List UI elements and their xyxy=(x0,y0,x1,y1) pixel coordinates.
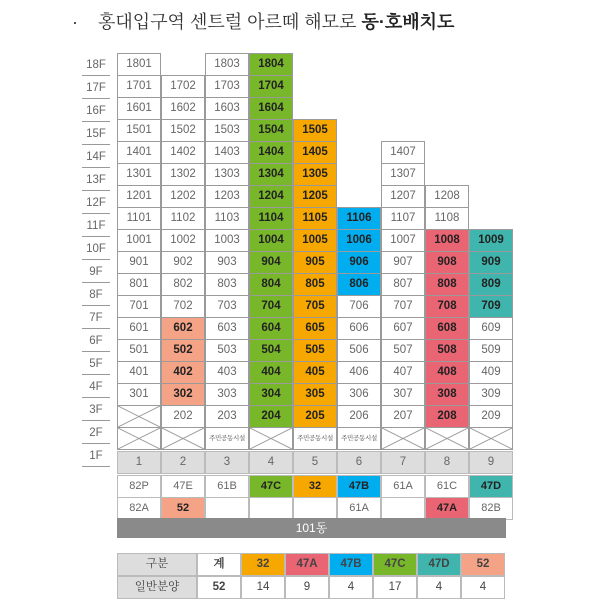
empty-cell xyxy=(117,405,161,428)
dong-label: 101동 xyxy=(117,518,506,538)
unit-cell: 703 xyxy=(205,295,249,318)
unit-type: 47D xyxy=(469,475,513,498)
unit-type: 82A xyxy=(117,497,161,520)
unit-cell: 1106 xyxy=(337,207,381,230)
unit-cell: 706 xyxy=(337,295,381,318)
unit-cell: 704 xyxy=(249,295,293,318)
cross-icon xyxy=(470,428,512,449)
unit-cell: 507 xyxy=(381,339,425,362)
unit-type: 61B xyxy=(205,475,249,498)
unit-cell: 707 xyxy=(381,295,425,318)
unit-cell: 1701 xyxy=(117,75,161,98)
floor-label: 17F xyxy=(82,77,110,99)
unit-cell: 1005 xyxy=(293,229,337,252)
unit-cell: 603 xyxy=(205,317,249,340)
unit-cell: 1503 xyxy=(205,119,249,142)
summary-header-cell: 47D xyxy=(417,553,461,576)
unit-cell: 1301 xyxy=(117,163,161,186)
summary-header-cell: 47C xyxy=(373,553,417,576)
floor-label: 13F xyxy=(82,169,110,191)
unit-type xyxy=(205,497,249,520)
unit-cell: 1108 xyxy=(425,207,469,230)
unit-cell: 803 xyxy=(205,273,249,296)
facility-cell: 주민공동시설 xyxy=(337,427,381,450)
unit-type: 47A xyxy=(425,497,469,520)
unit-cell: 1404 xyxy=(249,141,293,164)
unit-cell: 202 xyxy=(161,405,205,428)
unit-cell: 1604 xyxy=(249,97,293,120)
unit-cell: 602 xyxy=(161,317,205,340)
unit-cell: 1102 xyxy=(161,207,205,230)
cross-icon xyxy=(250,428,292,449)
unit-cell: 509 xyxy=(469,339,513,362)
unit-cell: 908 xyxy=(425,251,469,274)
floor-label: 3F xyxy=(82,399,110,421)
unit-cell: 503 xyxy=(205,339,249,362)
unit-cell: 1303 xyxy=(205,163,249,186)
unit-cell: 1204 xyxy=(249,185,293,208)
floor-label: 7F xyxy=(82,307,110,329)
unit-cell: 909 xyxy=(469,251,513,274)
unit-cell: 801 xyxy=(117,273,161,296)
cross-icon xyxy=(162,428,204,449)
unit-cell: 204 xyxy=(249,405,293,428)
unit-cell: 808 xyxy=(425,273,469,296)
unit-cell: 409 xyxy=(469,361,513,384)
unit-cell: 1006 xyxy=(337,229,381,252)
cross-icon xyxy=(118,428,160,449)
unit-cell: 805 xyxy=(293,273,337,296)
unit-cell: 1504 xyxy=(249,119,293,142)
unit-cell: 1703 xyxy=(205,75,249,98)
facility-cell: 주민공동시설 xyxy=(205,427,249,450)
unit-type: 47E xyxy=(161,475,205,498)
bullet: · xyxy=(72,12,78,32)
unit-cell: 905 xyxy=(293,251,337,274)
unit-cell: 1307 xyxy=(381,163,425,186)
unit-cell: 1407 xyxy=(381,141,425,164)
unit-cell: 1202 xyxy=(161,185,205,208)
unit-cell: 705 xyxy=(293,295,337,318)
summary-header-cell: 47B xyxy=(329,553,373,576)
summary-value-cell: 일반분양 xyxy=(117,576,197,599)
floor-label: 18F xyxy=(82,54,110,76)
unit-cell: 1304 xyxy=(249,163,293,186)
unit-cell: 1601 xyxy=(117,97,161,120)
unit-cell: 502 xyxy=(161,339,205,362)
summary-header-cell: 52 xyxy=(461,553,505,576)
unit-cell: 1302 xyxy=(161,163,205,186)
unit-cell: 307 xyxy=(381,383,425,406)
unit-cell: 806 xyxy=(337,273,381,296)
summary-value-cell: 14 xyxy=(241,576,285,599)
unit-cell: 1801 xyxy=(117,53,161,76)
column-number: 7 xyxy=(381,451,425,474)
unit-cell: 609 xyxy=(469,317,513,340)
unit-type: 82P xyxy=(117,475,161,498)
unit-cell: 807 xyxy=(381,273,425,296)
floor-label: 16F xyxy=(82,100,110,122)
unit-cell: 506 xyxy=(337,339,381,362)
floor-label: 4F xyxy=(82,376,110,398)
cross-icon xyxy=(118,406,160,427)
column-number: 6 xyxy=(337,451,381,474)
unit-cell: 904 xyxy=(249,251,293,274)
unit-cell: 407 xyxy=(381,361,425,384)
unit-cell: 1107 xyxy=(381,207,425,230)
unit-cell: 1402 xyxy=(161,141,205,164)
column-number: 5 xyxy=(293,451,337,474)
unit-cell: 608 xyxy=(425,317,469,340)
unit-type: 82B xyxy=(469,497,513,520)
unit-cell: 601 xyxy=(117,317,161,340)
unit-cell: 1208 xyxy=(425,185,469,208)
unit-type xyxy=(249,497,293,520)
unit-type: 47B xyxy=(337,475,381,498)
unit-cell: 804 xyxy=(249,273,293,296)
unit-cell: 403 xyxy=(205,361,249,384)
unit-cell: 508 xyxy=(425,339,469,362)
empty-cell xyxy=(249,427,293,450)
unit-type: 47C xyxy=(249,475,293,498)
unit-cell: 301 xyxy=(117,383,161,406)
unit-cell: 709 xyxy=(469,295,513,318)
unit-cell: 1001 xyxy=(117,229,161,252)
unit-cell: 903 xyxy=(205,251,249,274)
cross-icon xyxy=(382,428,424,449)
unit-cell: 1403 xyxy=(205,141,249,164)
unit-cell: 701 xyxy=(117,295,161,318)
unit-type xyxy=(381,497,425,520)
unit-cell: 408 xyxy=(425,361,469,384)
unit-cell: 1501 xyxy=(117,119,161,142)
unit-cell: 406 xyxy=(337,361,381,384)
unit-cell: 1602 xyxy=(161,97,205,120)
unit-cell: 308 xyxy=(425,383,469,406)
unit-type: 32 xyxy=(293,475,337,498)
unit-cell: 604 xyxy=(249,317,293,340)
summary-value-cell: 17 xyxy=(373,576,417,599)
unit-cell: 1505 xyxy=(293,119,337,142)
empty-cell xyxy=(381,427,425,450)
unit-cell: 1502 xyxy=(161,119,205,142)
unit-cell: 1105 xyxy=(293,207,337,230)
floor-label: 6F xyxy=(82,330,110,352)
empty-cell xyxy=(469,427,513,450)
unit-cell: 504 xyxy=(249,339,293,362)
unit-cell: 306 xyxy=(337,383,381,406)
unit-cell: 1008 xyxy=(425,229,469,252)
unit-cell: 1101 xyxy=(117,207,161,230)
cross-icon xyxy=(426,428,468,449)
title-prefix: 홍대입구역 센트럴 아르떼 해모로 xyxy=(98,12,357,32)
summary-header-cell: 구분 xyxy=(117,553,197,576)
unit-cell: 1007 xyxy=(381,229,425,252)
unit-cell: 207 xyxy=(381,405,425,428)
unit-cell: 708 xyxy=(425,295,469,318)
page-title xyxy=(72,8,454,34)
unit-cell: 607 xyxy=(381,317,425,340)
unit-cell: 303 xyxy=(205,383,249,406)
unit-cell: 1603 xyxy=(205,97,249,120)
floor-label: 2F xyxy=(82,422,110,444)
unit-cell: 1103 xyxy=(205,207,249,230)
unit-cell: 302 xyxy=(161,383,205,406)
empty-cell xyxy=(425,427,469,450)
title-bold: 동·호배치도 xyxy=(361,12,455,32)
floor-label: 12F xyxy=(82,192,110,214)
floor-label: 11F xyxy=(82,215,110,237)
unit-cell: 1002 xyxy=(161,229,205,252)
unit-type: 61A xyxy=(381,475,425,498)
unit-cell: 809 xyxy=(469,273,513,296)
summary-header-cell: 47A xyxy=(285,553,329,576)
unit-cell: 203 xyxy=(205,405,249,428)
unit-cell: 1004 xyxy=(249,229,293,252)
column-number: 4 xyxy=(249,451,293,474)
summary-value-cell: 4 xyxy=(329,576,373,599)
unit-cell: 208 xyxy=(425,405,469,428)
unit-cell: 1804 xyxy=(249,53,293,76)
column-number: 2 xyxy=(161,451,205,474)
unit-cell: 206 xyxy=(337,405,381,428)
unit-cell: 1201 xyxy=(117,185,161,208)
unit-cell: 1205 xyxy=(293,185,337,208)
unit-cell: 1104 xyxy=(249,207,293,230)
unit-cell: 906 xyxy=(337,251,381,274)
unit-cell: 402 xyxy=(161,361,205,384)
unit-type xyxy=(293,497,337,520)
floor-label: 9F xyxy=(82,261,110,283)
floor-label: 15F xyxy=(82,123,110,145)
unit-cell: 1401 xyxy=(117,141,161,164)
column-number: 1 xyxy=(117,451,161,474)
unit-type: 61C xyxy=(425,475,469,498)
unit-cell: 1203 xyxy=(205,185,249,208)
summary-header-cell: 32 xyxy=(241,553,285,576)
summary-value-cell: 4 xyxy=(417,576,461,599)
unit-cell: 1702 xyxy=(161,75,205,98)
unit-cell: 1009 xyxy=(469,229,513,252)
unit-type: 61A xyxy=(337,497,381,520)
column-number: 9 xyxy=(469,451,513,474)
unit-cell: 304 xyxy=(249,383,293,406)
unit-cell: 405 xyxy=(293,361,337,384)
unit-cell: 505 xyxy=(293,339,337,362)
unit-type: 52 xyxy=(161,497,205,520)
floor-label: 10F xyxy=(82,238,110,260)
unit-cell: 1305 xyxy=(293,163,337,186)
summary-header-cell: 계 xyxy=(197,553,241,576)
unit-cell: 305 xyxy=(293,383,337,406)
floor-label: 1F xyxy=(82,445,110,467)
unit-cell: 209 xyxy=(469,405,513,428)
unit-cell: 404 xyxy=(249,361,293,384)
unit-cell: 1003 xyxy=(205,229,249,252)
unit-cell: 205 xyxy=(293,405,337,428)
summary-value-cell: 4 xyxy=(461,576,505,599)
summary-value-cell: 52 xyxy=(197,576,241,599)
unit-cell: 401 xyxy=(117,361,161,384)
unit-cell: 802 xyxy=(161,273,205,296)
unit-cell: 309 xyxy=(469,383,513,406)
unit-cell: 606 xyxy=(337,317,381,340)
column-number: 8 xyxy=(425,451,469,474)
facility-cell: 주민공동시설 xyxy=(293,427,337,450)
floor-labels xyxy=(82,54,110,468)
unit-cell: 501 xyxy=(117,339,161,362)
unit-cell: 907 xyxy=(381,251,425,274)
floor-label: 14F xyxy=(82,146,110,168)
summary-value-cell: 9 xyxy=(285,576,329,599)
unit-cell: 1405 xyxy=(293,141,337,164)
unit-cell: 1704 xyxy=(249,75,293,98)
floor-label: 5F xyxy=(82,353,110,375)
unit-cell: 901 xyxy=(117,251,161,274)
floor-label: 8F xyxy=(82,284,110,306)
unit-cell: 605 xyxy=(293,317,337,340)
unit-cell: 1803 xyxy=(205,53,249,76)
empty-cell xyxy=(161,427,205,450)
unit-cell: 902 xyxy=(161,251,205,274)
unit-cell: 1207 xyxy=(381,185,425,208)
unit-cell: 702 xyxy=(161,295,205,318)
empty-cell xyxy=(117,427,161,450)
column-number: 3 xyxy=(205,451,249,474)
